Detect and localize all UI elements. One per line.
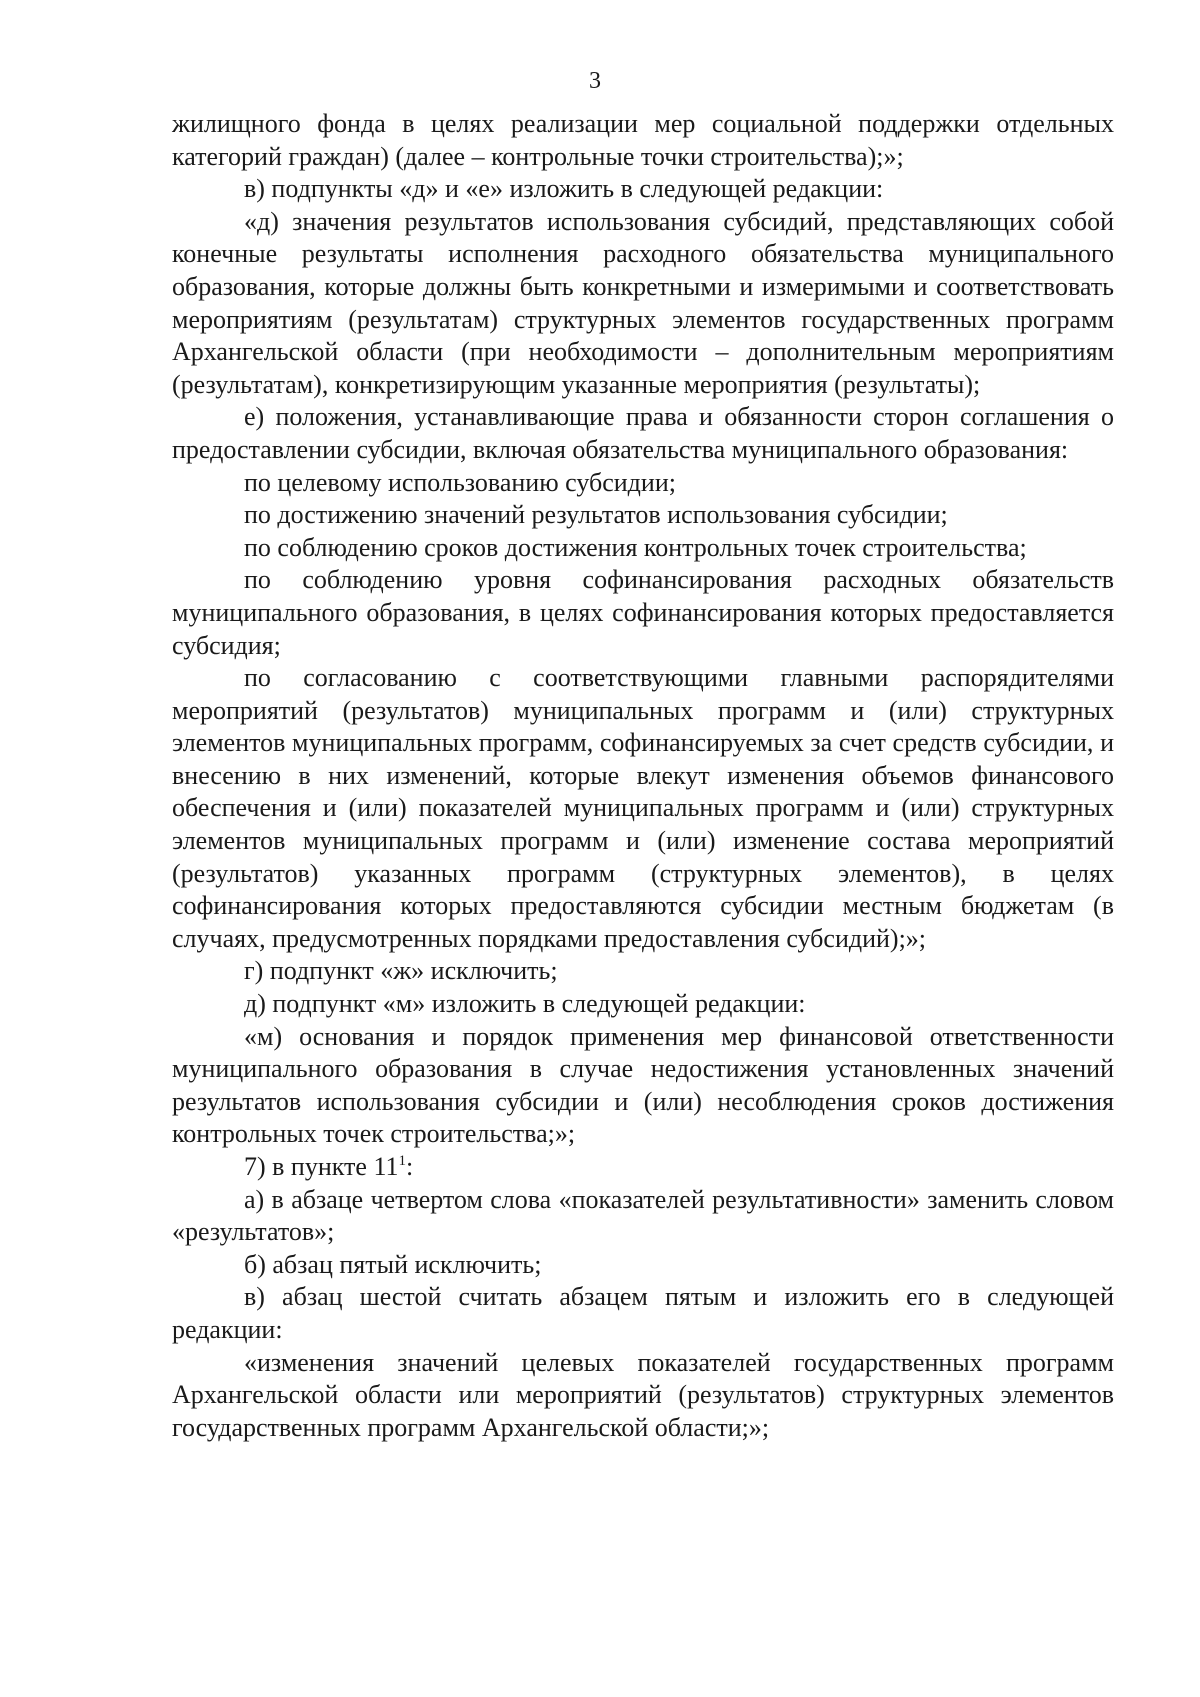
paragraph-text: в) подпункты «д» и «е» изложить в следующей редакции: <box>244 174 884 204</box>
paragraph <box>172 1021 1114 1151</box>
paragraph-text: по согласованию с соответствующими главными распорядителями мероприятий (результатов) муниципальных программ и (или) структурных элементов муниципальных программ, софинансируемых за счет средств субсидии, и внесению в них изменений, которые влекут изменения объемов финансового обеспечения и (или) показателей муниципальных программ и (или) структурных элементов муниципальных программ и (или) изменение состава мероприятий (результатов) указанных программ (структурных элементов), в целях софинансирования которых предоставляются субсидии местным бюджетам (в случаях, предусмотренных порядками предоставления субсидий);»; <box>172 663 1114 953</box>
paragraph <box>172 401 1114 466</box>
paragraph-suffix: : <box>406 1152 414 1181</box>
document-body <box>172 108 1114 1444</box>
paragraph <box>172 988 1114 1021</box>
paragraph-text: по целевому использованию субсидии; <box>244 467 676 497</box>
paragraph <box>172 1184 1114 1249</box>
paragraph-text: 7) в пункте 11 <box>244 1152 399 1181</box>
paragraph-text: г) подпункт «ж» исключить; <box>244 956 558 986</box>
page-number: 3 <box>589 68 601 94</box>
paragraph <box>172 662 1114 955</box>
paragraph <box>172 1281 1114 1346</box>
paragraph-text: жилищного фонда в целях реализации мер социальной поддержки отдельных категорий граждан) (далее – контрольные точки строительства);»; <box>172 109 1114 171</box>
paragraph-text: «д) значения результатов использования субсидий, представляющих собой конечные результаты исполнения расходного обязательства муниципального образования, которые должны быть конкретными и измеримыми и соответствовать мероприятиям (результатам) структурных элементов государственных программ Архангельской области (при необходимости – дополнительным мероприятиям (результатам), конкретизирующим указанные мероприятия (результаты); <box>172 206 1114 399</box>
paragraph-text: по достижению значений результатов использования субсидии; <box>244 500 948 530</box>
superscript: 1 <box>398 1153 406 1169</box>
paragraph <box>172 173 1114 206</box>
paragraph <box>172 467 1114 500</box>
paragraph-text: д) подпункт «м» изложить в следующей редакции: <box>244 989 806 1019</box>
paragraph-text: по соблюдению уровня софинансирования расходных обязательств муниципального образования, в целях софинансирования которых предоставляется субсидия; <box>172 565 1114 660</box>
paragraph-text: е) положения, устанавливающие права и обязанности сторон соглашения о предоставлении субсидии, включая обязательства муниципального образования: <box>172 402 1114 464</box>
paragraph-text: б) абзац пятый исключить; <box>244 1249 542 1279</box>
paragraph <box>172 499 1114 532</box>
paragraph <box>172 955 1114 988</box>
paragraph <box>172 1249 1114 1282</box>
paragraph-text: «м) основания и порядок применения мер финансовой ответственности муниципального образования в случае недостижения установленных значений результатов использования субсидии и (или) несоблюдения сроков достижения контрольных точек строительства;»; <box>172 1021 1114 1149</box>
paragraph-text: в) абзац шестой считать абзацем пятым и изложить его в следующей редакции: <box>172 1282 1114 1344</box>
paragraph <box>172 532 1114 565</box>
paragraph-text: «изменения значений целевых показателей государственных программ Архангельской области или мероприятий (результатов) структурных элементов государственных программ Архангельской области;»; <box>172 1347 1114 1442</box>
paragraph-text: по соблюдению сроков достижения контрольных точек строительства; <box>244 532 1027 562</box>
paragraph-text: а) в абзаце четвертом слова «показателей результативности» заменить словом «результатов»; <box>172 1184 1114 1247</box>
paragraph <box>172 1347 1114 1445</box>
paragraph <box>172 206 1114 402</box>
paragraph <box>172 564 1114 662</box>
paragraph <box>172 108 1114 173</box>
paragraph <box>172 1151 1114 1184</box>
